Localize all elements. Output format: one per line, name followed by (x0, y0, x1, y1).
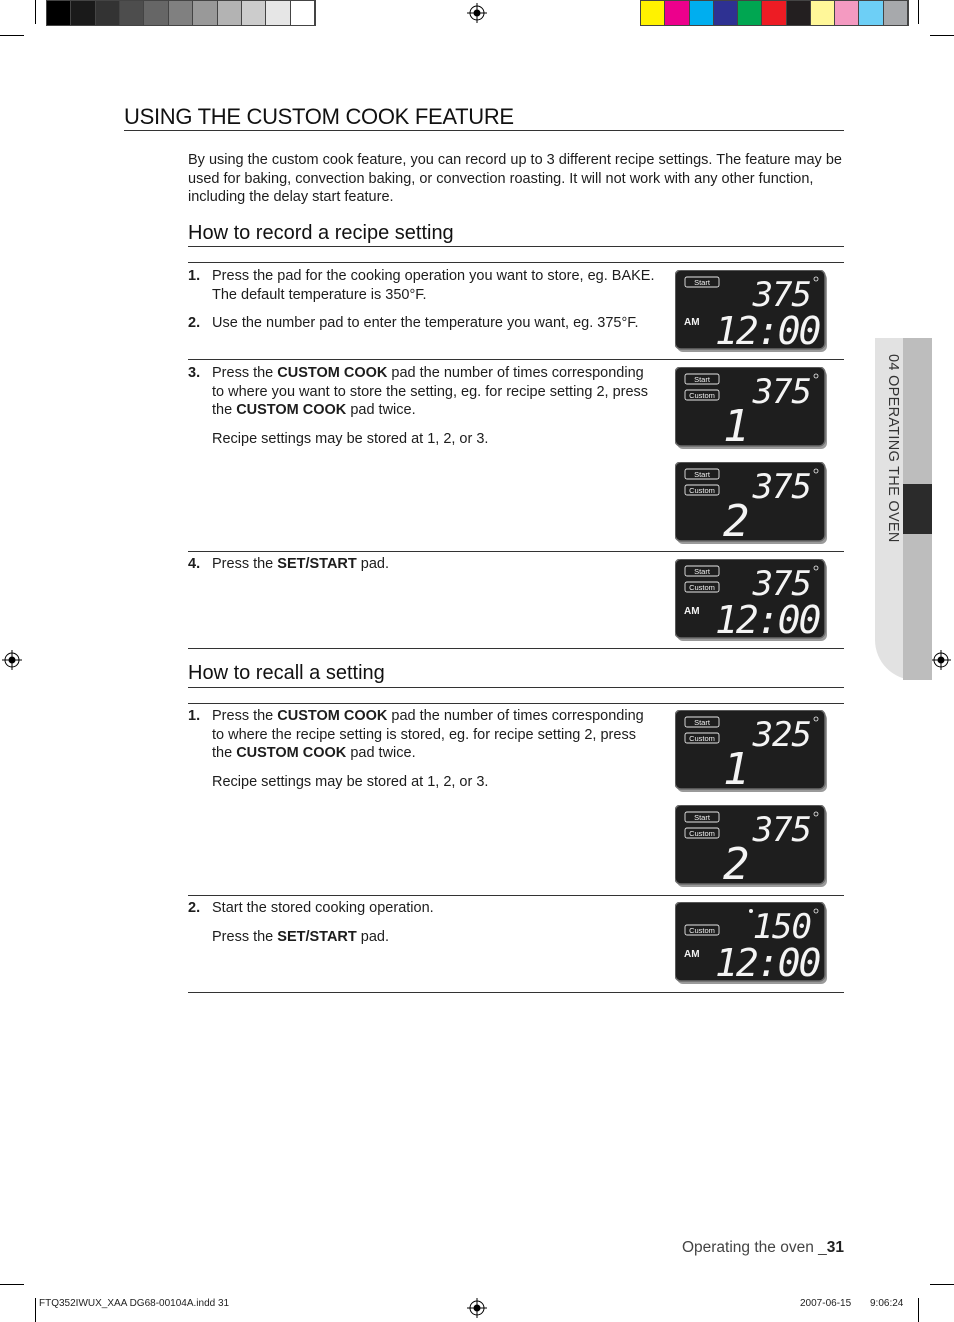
oven-display (675, 805, 827, 887)
page-title: USING THE CUSTOM COOK FEATURE (124, 104, 514, 129)
main-readout: 1 (723, 401, 750, 449)
color-swatch (738, 1, 762, 25)
step-note: Press the SET/START pad. (212, 928, 390, 945)
step-text: Press the SET/START pad. (212, 556, 390, 572)
oven-display (675, 710, 827, 792)
record-step-1 (188, 267, 658, 304)
main-readout: 2 (723, 496, 750, 544)
main-readout: 1 (723, 744, 750, 792)
grayscale-color-bar (46, 0, 316, 26)
step-rule (188, 262, 844, 263)
crop-mark (35, 0, 36, 24)
temperature-readout: 375 (752, 275, 811, 315)
registration-mark-icon (467, 3, 487, 23)
start-label: Start (694, 718, 710, 727)
step-rule (188, 359, 844, 360)
registration-mark-icon (2, 650, 22, 670)
oven-display (675, 462, 827, 544)
process-color-bar (640, 0, 909, 26)
start-label: Start (694, 813, 710, 822)
temperature-readout: 325 (752, 715, 811, 755)
crop-mark (930, 1284, 954, 1285)
color-swatch (787, 1, 811, 25)
temperature-readout: 150 (752, 907, 811, 947)
custom-label: Custom (689, 391, 715, 400)
crop-mark (930, 35, 954, 36)
record-heading: How to record a recipe setting (188, 222, 454, 244)
custom-label: Custom (689, 734, 715, 743)
main-readout: 12:00 (715, 309, 820, 352)
step-number: 1. (188, 708, 201, 724)
record-step-4 (188, 555, 658, 574)
record-step-2 (188, 314, 658, 333)
crop-mark (918, 1298, 919, 1322)
crop-mark (918, 0, 919, 24)
slug-date: 2007-06-15 (800, 1298, 852, 1309)
start-label: Start (694, 567, 710, 576)
chapter-tab-label: 04 OPERATING THE OVEN (885, 354, 901, 543)
intro-paragraph: By using the custom cook feature, you can record up to 3 different recipe settings. The feature may be used for baking, convection baking, or convection roasting. It will not work with any other function, including the delay start feature. (188, 152, 842, 205)
registration-mark-icon (931, 650, 951, 670)
temperature-readout: 375 (752, 810, 811, 850)
step-note: Recipe settings may be stored at 1, 2, or 3. (212, 773, 489, 790)
crop-mark (0, 1284, 24, 1285)
gray-swatch (144, 1, 168, 25)
page-footer: Operating the oven _31 (681, 1239, 844, 1256)
am-indicator: AM (684, 949, 700, 960)
start-label: Start (694, 278, 710, 287)
section-rule (188, 246, 844, 247)
record-step-3 (188, 364, 658, 448)
step-rule (188, 895, 844, 896)
gray-swatch (169, 1, 193, 25)
main-readout: 2 (723, 839, 750, 887)
step-number: 2. (188, 315, 201, 331)
oven-display (675, 559, 827, 641)
recall-heading: How to recall a setting (188, 662, 385, 684)
step-number: 3. (188, 365, 201, 381)
oven-display (675, 902, 827, 984)
main-readout: 12:00 (715, 598, 820, 641)
color-swatch (690, 1, 714, 25)
temperature-readout: 375 (752, 372, 811, 412)
section-rule (188, 687, 844, 688)
color-swatch (859, 1, 883, 25)
gray-swatch (96, 1, 120, 25)
step-text: Use the number pad to enter the temperature you want, eg. 375°F. (212, 315, 639, 331)
gray-swatch (291, 1, 315, 25)
gray-swatch (71, 1, 95, 25)
custom-label: Custom (689, 926, 715, 935)
custom-label: Custom (689, 583, 715, 592)
step-text: Start the stored cooking operation. (212, 900, 434, 916)
color-swatch (811, 1, 835, 25)
start-label: Start (694, 470, 710, 479)
step-text: Press the CUSTOM COOK pad the number of times corresponding to where the recipe setting is stored, eg. for recipe setting 2, press the CUSTOM COOK pad twice. (212, 708, 644, 761)
gray-swatch (242, 1, 266, 25)
title-rule (124, 130, 844, 131)
step-rule (188, 703, 844, 704)
oven-display (675, 367, 827, 449)
step-text: Press the pad for the cooking operation you want to store, eg. BAKE. The default temperature is 350°F. (212, 268, 655, 303)
am-indicator: AM (684, 317, 700, 328)
color-swatch (641, 1, 665, 25)
gray-swatch (266, 1, 290, 25)
color-swatch (762, 1, 786, 25)
gray-swatch (47, 1, 71, 25)
color-swatch (714, 1, 738, 25)
step-number: 1. (188, 268, 201, 284)
gray-swatch (193, 1, 217, 25)
main-readout: 12:00 (715, 941, 820, 984)
color-swatch (884, 1, 908, 25)
custom-label: Custom (689, 829, 715, 838)
am-indicator: AM (684, 606, 700, 617)
step-text: Press the CUSTOM COOK pad the number of times corresponding to where you want to store the setting, eg. for recipe setting 2, press the CUSTOM COOK pad twice. (212, 365, 649, 418)
step-note: Recipe settings may be stored at 1, 2, or 3. (212, 430, 489, 447)
step-rule (188, 551, 844, 552)
color-swatch (835, 1, 859, 25)
step-rule (188, 992, 844, 993)
slug-time: 9:06:24 (870, 1298, 904, 1309)
color-swatch (665, 1, 689, 25)
recall-step-1 (188, 707, 658, 791)
crop-mark (0, 35, 24, 36)
temperature-readout: 375 (752, 467, 811, 507)
start-label: Start (694, 375, 710, 384)
step-number: 4. (188, 556, 201, 572)
gray-swatch (120, 1, 144, 25)
gray-swatch (218, 1, 242, 25)
step-rule (188, 648, 844, 649)
chapter-tab-marker (903, 484, 932, 534)
crop-mark (35, 1298, 36, 1322)
registration-mark-icon (467, 1298, 487, 1318)
temperature-readout: 375 (752, 564, 811, 604)
step-number: 2. (188, 900, 201, 916)
oven-display (675, 270, 827, 352)
custom-label: Custom (689, 486, 715, 495)
slug-file: FTQ352IWUX_XAA DG68-00104A.indd 31 (39, 1298, 230, 1309)
recall-step-2 (188, 899, 658, 946)
